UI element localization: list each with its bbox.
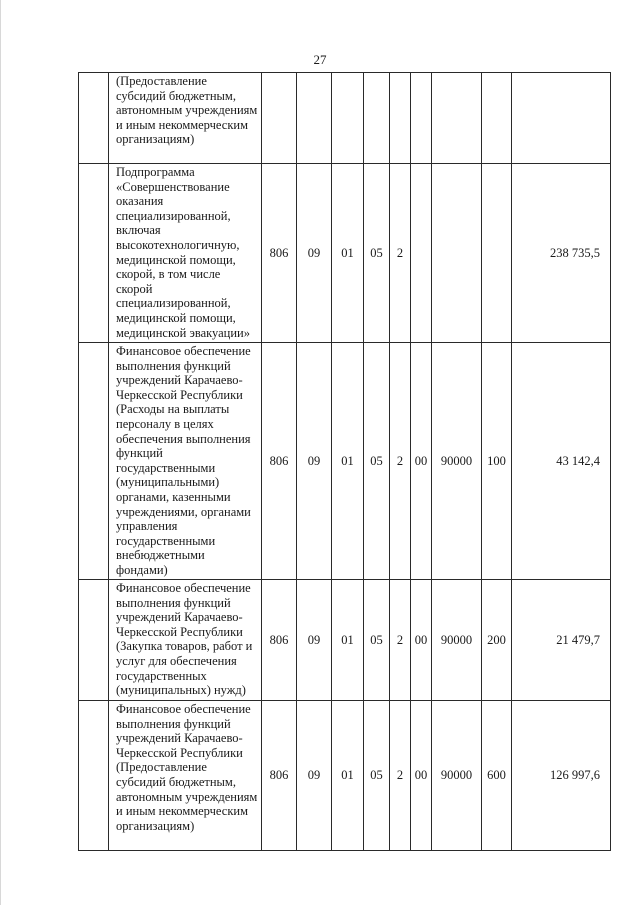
index-cell xyxy=(79,164,109,343)
section-cell: 09 xyxy=(297,701,332,851)
amount-cell xyxy=(512,73,611,164)
index-cell xyxy=(79,580,109,701)
subprogram-cell: 2 xyxy=(390,164,411,343)
section-cell: 09 xyxy=(297,580,332,701)
main-event-cell: 00 xyxy=(411,701,432,851)
direction-cell xyxy=(432,164,482,343)
ministry-cell xyxy=(262,73,297,164)
direction-cell: 90000 xyxy=(432,343,482,580)
name-cell: Финансовое обеспечение выполнения функций учреждений Карачаево-Черкесской Республики (Закупка товаров, работ и услуг для обеспечения государственных (муниципальных) нужд) xyxy=(109,580,262,701)
direction-cell: 90000 xyxy=(432,580,482,701)
name-cell: (Предоставление субсидий бюджетным, автономным учреждениям и иным некоммерческим организациям) xyxy=(109,73,262,164)
scan-edge xyxy=(0,0,1,905)
program-cell: 05 xyxy=(364,701,390,851)
table-row xyxy=(79,701,611,851)
direction-cell xyxy=(432,73,482,164)
table-row xyxy=(79,343,611,580)
subsection-cell: 01 xyxy=(332,164,364,343)
expense-type-cell: 200 xyxy=(482,580,512,701)
table-row xyxy=(79,73,611,164)
program-cell: 05 xyxy=(364,580,390,701)
main-event-cell xyxy=(411,73,432,164)
program-cell xyxy=(364,73,390,164)
amount-cell: 126 997,6 xyxy=(512,701,611,851)
main-event-cell: 00 xyxy=(411,580,432,701)
amount-cell: 238 735,5 xyxy=(512,164,611,343)
ministry-cell: 806 xyxy=(262,580,297,701)
expense-type-cell: 600 xyxy=(482,701,512,851)
subprogram-cell: 2 xyxy=(390,701,411,851)
subsection-cell: 01 xyxy=(332,580,364,701)
name-cell: Финансовое обеспечение выполнения функций учреждений Карачаево-Черкесской Республики (Предоставление субсидий бюджетным, автономным учреждениям и иным некоммерческим организациям) xyxy=(109,701,262,851)
subprogram-cell xyxy=(390,73,411,164)
main-event-cell: 00 xyxy=(411,343,432,580)
ministry-cell: 806 xyxy=(262,164,297,343)
expense-type-cell: 100 xyxy=(482,343,512,580)
ministry-cell: 806 xyxy=(262,701,297,851)
name-cell: Финансовое обеспечение выполнения функций учреждений Карачаево-Черкесской Республики (Расходы на выплаты персоналу в целях обеспечения выполнения функций государственными (муниципальными) органами, казенными учреждениями, органами управления государственными внебюджетными фондами) xyxy=(109,343,262,580)
section-cell: 09 xyxy=(297,164,332,343)
subsection-cell: 01 xyxy=(332,343,364,580)
program-cell: 05 xyxy=(364,343,390,580)
section-cell xyxy=(297,73,332,164)
budget-table xyxy=(78,72,611,851)
page-number: 27 xyxy=(313,52,327,67)
program-cell: 05 xyxy=(364,164,390,343)
subprogram-cell: 2 xyxy=(390,343,411,580)
main-event-cell xyxy=(411,164,432,343)
expense-type-cell xyxy=(482,73,512,164)
amount-cell: 43 142,4 xyxy=(512,343,611,580)
expense-type-cell xyxy=(482,164,512,343)
ministry-cell: 806 xyxy=(262,343,297,580)
index-cell xyxy=(79,701,109,851)
index-cell xyxy=(79,73,109,164)
subsection-cell xyxy=(332,73,364,164)
index-cell xyxy=(79,343,109,580)
section-cell: 09 xyxy=(297,343,332,580)
subprogram-cell: 2 xyxy=(390,580,411,701)
subsection-cell: 01 xyxy=(332,701,364,851)
direction-cell: 90000 xyxy=(432,701,482,851)
amount-cell: 21 479,7 xyxy=(512,580,611,701)
table-row xyxy=(79,580,611,701)
table-row xyxy=(79,164,611,343)
name-cell: Подпрограмма «Совершенствование оказания специализированной, включая высокотехнологичную, медицинской помощи, скорой, в том числе скорой специализированной, медицинской помощи, медицинской эвакуации» xyxy=(109,164,262,343)
